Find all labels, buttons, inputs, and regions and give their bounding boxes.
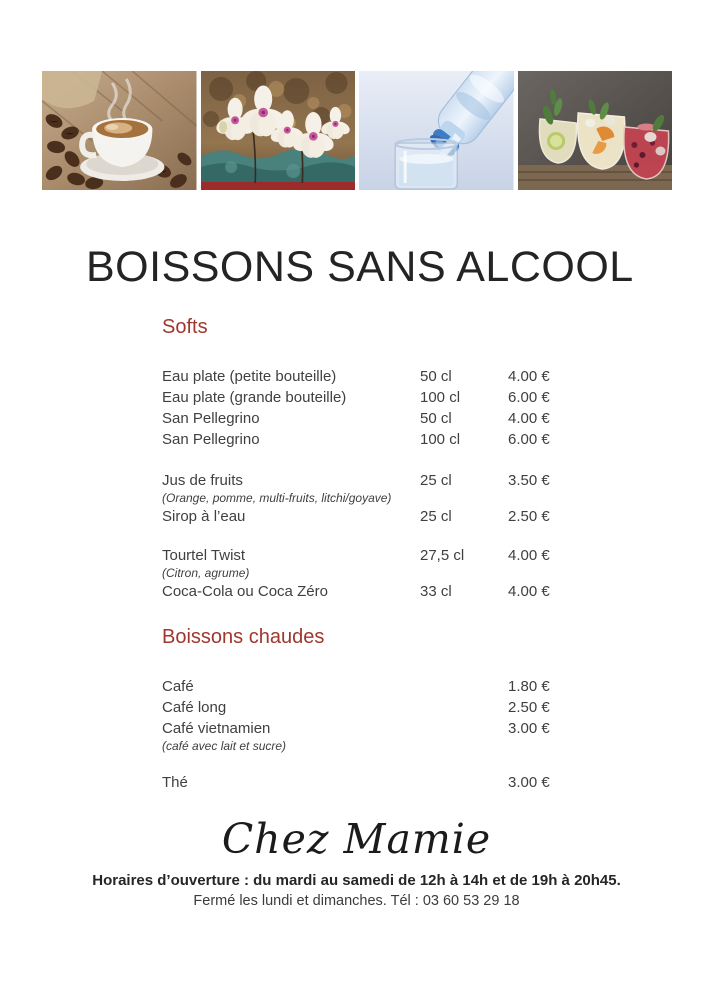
item-quantity: 100 cl [420,389,461,406]
coffee-photo [42,71,197,190]
item-price: 4.00 € [508,547,550,564]
item-price: 6.00 € [508,431,550,448]
orchid-photo [201,71,356,190]
item-name: Jus de fruits [162,472,243,489]
item-name: Thé [162,774,188,791]
item-price: 4.00 € [508,368,550,385]
menu-item-row [162,387,602,408]
item-quantity [420,676,508,697]
menu-item-row [162,772,602,793]
softs-list [162,366,602,602]
page-title: BOISSONS SANS ALCOOL [86,243,634,291]
item-quantity: 50 cl [420,410,452,427]
closed-days-phone: Fermé les lundi et dimanches. Tél : 03 60 53 29 18 [193,893,520,909]
menu-item-row [162,581,602,602]
item-price: 3.50 € [508,472,550,489]
item-price: 4.00 € [508,410,550,427]
section-heading-softs: Softs [162,316,208,338]
item-quantity: 33 cl [420,583,452,600]
item-name: Café [162,678,194,695]
water-photo [359,71,514,190]
item-quantity [420,772,508,793]
item-name: San Pellegrino [162,410,260,427]
menu-item-row [162,408,602,429]
section-heading-chaudes: Boissons chaudes [162,626,325,648]
item-name: Tourtel Twist [162,547,246,564]
photo-strip [42,71,672,190]
menu-item-row [162,718,602,739]
item-price: 2.50 € [508,508,550,525]
footer [0,814,713,911]
item-name: Eau plate (grande bouteille) [162,389,347,406]
item-quantity: 25 cl [420,472,452,489]
item-quantity: 27,5 cl [420,547,465,564]
chaudes-list [162,676,602,793]
spacer [162,754,602,772]
spacer [162,450,602,470]
menu-item-row [162,676,602,697]
menu-item-row [162,429,602,450]
cocktail-photo [518,71,673,190]
item-price: 3.00 € [508,720,550,737]
item-price: 6.00 € [508,389,550,406]
item-price: 3.00 € [508,774,550,791]
menu-item-row [162,470,602,491]
item-note: (Orange, pomme, multi-fruits, litchi/goyave) [162,491,392,505]
opening-hours: Horaires d’ouverture : du mardi au samedi de 12h à 14h et de 19h à 20h45. [92,872,621,889]
item-name: Café long [162,699,227,716]
item-quantity: 100 cl [420,431,461,448]
menu-content [162,314,602,793]
item-price: 1.80 € [508,678,550,695]
item-name: Eau plate (petite bouteille) [162,368,337,385]
item-price: 2.50 € [508,699,550,716]
item-note: (café avec lait et sucre) [162,739,287,753]
item-price: 4.00 € [508,583,550,600]
item-quantity: 50 cl [420,368,452,385]
item-note: (Citron, agrume) [162,566,250,580]
item-name: San Pellegrino [162,431,260,448]
menu-item-row [162,545,602,566]
menu-item-row [162,697,602,718]
menu-item-row [162,506,602,527]
item-quantity [420,718,508,739]
spacer [162,527,602,545]
item-quantity: 25 cl [420,508,452,525]
menu-item-row [162,366,602,387]
item-name: Coca-Cola ou Coca Zéro [162,583,328,600]
brand-logo: Chez Mamie [221,815,492,863]
item-name: Sirop à l’eau [162,508,246,525]
item-name: Café vietnamien [162,720,271,737]
item-quantity [420,697,508,718]
